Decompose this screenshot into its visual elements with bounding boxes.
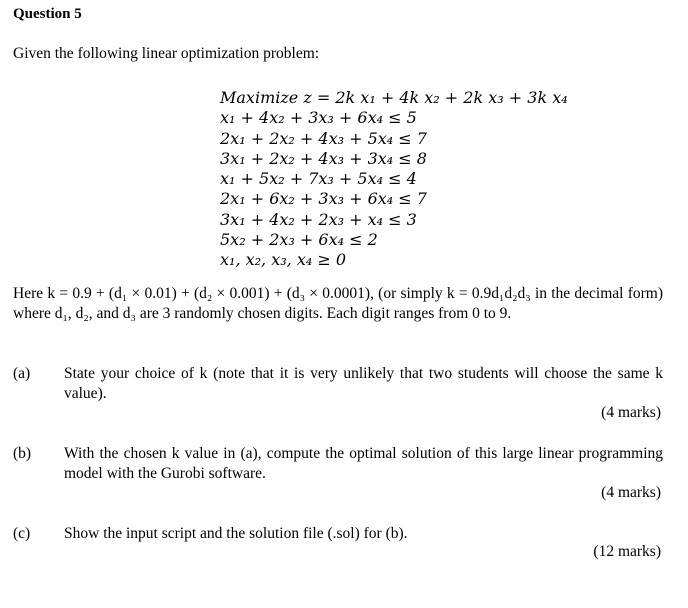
constraint-1: x₁ + 4x₂ + 3x₃ + 6x₄ ≤ 5 xyxy=(220,108,417,128)
part-c-marks: (12 marks) xyxy=(593,543,661,560)
part-b xyxy=(13,444,663,484)
question-title: Question 5 xyxy=(13,6,82,22)
part-c-text: Show the input script and the solution file (.sol) for (b). xyxy=(64,525,408,542)
intro-text: Given the following linear optimization problem: xyxy=(13,45,320,62)
objective-line: Maximize z = 2k x₁ + 4k x₂ + 2k x₃ + 3k x₄ xyxy=(220,88,568,107)
constraint-5: 2x₁ + 6x₂ + 3x₃ + 6x₄ ≤ 7 xyxy=(220,189,427,209)
lp-model xyxy=(220,88,568,271)
part-c xyxy=(13,524,663,544)
part-a xyxy=(13,364,663,404)
part-b-text: With the chosen k value in (a), compute the optimal solution of this large linear programming model with the Gurobi software. xyxy=(64,445,663,482)
constraint-2: 2x₁ + 2x₂ + 4x₃ + 5x₄ ≤ 7 xyxy=(220,128,427,148)
part-b-marks: (4 marks) xyxy=(601,484,661,501)
k-definition-paragraph: Here k = 0.9 + (d₁ × 0.01) + (d₂ × 0.001) + (d₃ × 0.0001), (or simply k = 0.9d₁d₂d₃ in the decimal form) where d₁, d₂, and d₃ are 3 randomly chosen digits. Each digit ranges from 0 to 9. xyxy=(13,285,663,322)
part-b-label: (b) xyxy=(13,445,32,462)
part-a-label: (a) xyxy=(13,365,31,382)
constraint-3: 3x₁ + 2x₂ + 4x₃ + 3x₄ ≤ 8 xyxy=(220,148,427,168)
part-c-label: (c) xyxy=(13,525,31,542)
constraint-7: 5x₂ + 2x₃ + 6x₄ ≤ 2 xyxy=(220,230,378,250)
part-a-text: State your choice of k (note that it is very unlikely that two students will choose the same k value). xyxy=(64,365,663,402)
part-a-marks: (4 marks) xyxy=(601,404,661,421)
nonnegativity-constraint: x₁, x₂, x₃, x₄ ≥ 0 xyxy=(220,250,347,270)
constraint-6: 3x₁ + 4x₂ + 2x₃ + x₄ ≤ 3 xyxy=(220,209,417,229)
constraint-4: x₁ + 5x₂ + 7x₃ + 5x₄ ≤ 4 xyxy=(220,169,417,189)
